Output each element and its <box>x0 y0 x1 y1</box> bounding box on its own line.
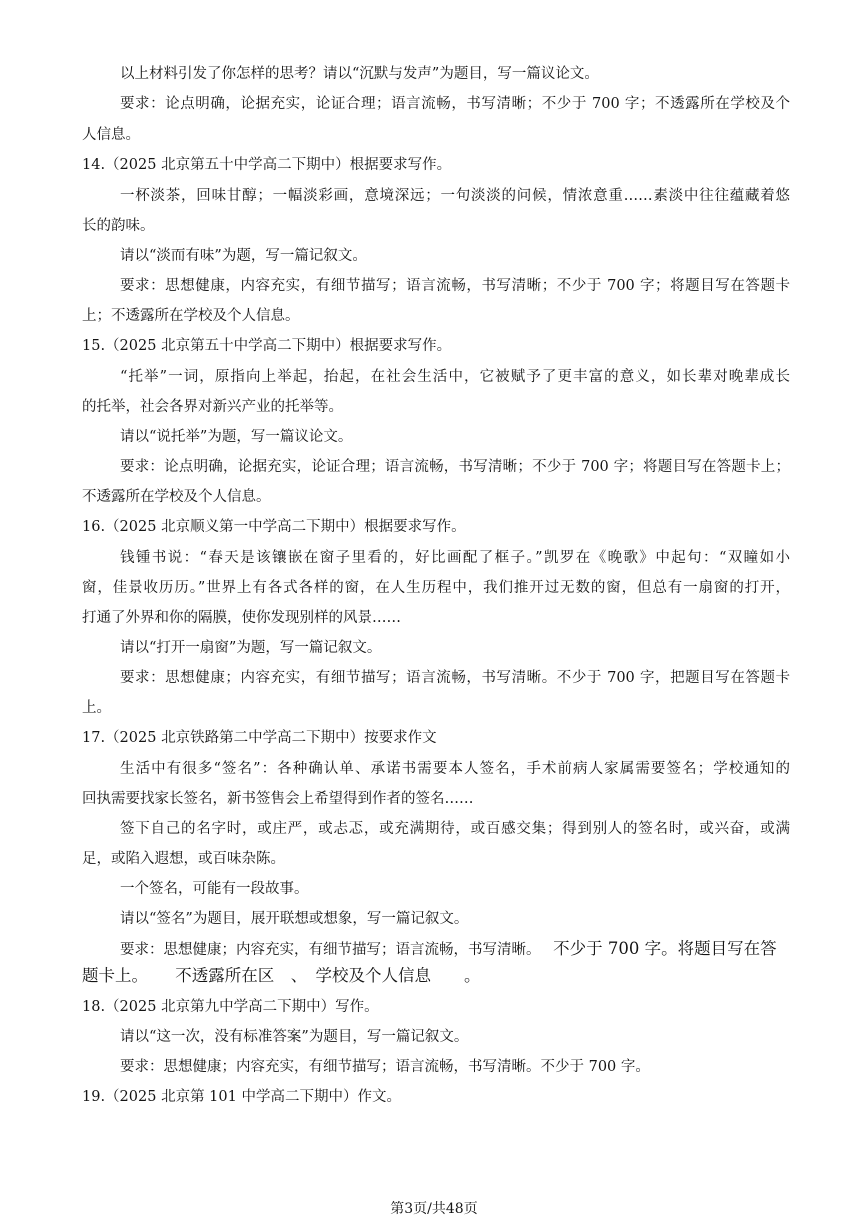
text-line: 足，或陷入遐想，或百味杂陈。 <box>82 851 285 867</box>
text-line: “托举”一词，原指向上举起，抬起，在社会生活中，它被赋予了更丰富的意义，如长辈对晚辈成长 <box>120 369 790 385</box>
text-line: 打通了外界和你的隔膜，使你发现别样的风景…… <box>82 610 401 626</box>
text-line: 请以“淡而有味”为题，写一篇记叙文。 <box>120 248 367 264</box>
text-line: 回执需要找家长签名，新书签售会上希望得到作者的签名…… <box>82 791 474 807</box>
text-line: 要求：思想健康；内容充实，有细节描写；语言流畅，书写清晰。不少于 700 字。 <box>120 1059 650 1075</box>
requirement-text: 要求：思想健康；内容充实，有细节描写；语言流畅，书写清晰。 <box>120 942 541 958</box>
question-heading: 14.（2025 北京第五十中学高二下期中）根据要求写作。 <box>82 157 452 173</box>
requirement-text-large: 不透露所在区 、 学校及个人信息 。 <box>175 966 481 985</box>
text-line: 请以“这一次，没有标准答案”为题目，写一篇记叙文。 <box>120 1029 469 1045</box>
page-number: 第3页/共48页 <box>390 1201 478 1217</box>
text-line: 以上材料引发了你怎样的思考？请以“沉默与发声”为题目，写一篇议论文。 <box>120 66 599 82</box>
text-line: 签下自己的名字时，或庄严，或忐忑，或充满期待，或百感交集；得到别人的签名时，或兴奋，或满 <box>120 821 790 837</box>
text-line: 要求：思想健康，内容充实，有细节描写；语言流畅，书写清晰；不少于 700 字；将题目写在答题卡 <box>120 278 790 294</box>
text-line: 人信息。 <box>82 127 140 143</box>
question-heading: 19.（2025 北京第 101 中学高二下期中）作文。 <box>82 1089 401 1105</box>
requirement-text-large: 题卡上。 <box>82 966 148 985</box>
text-line: 不透露所在学校及个人信息。 <box>82 489 271 505</box>
question-heading: 16.（2025 北京顺义第一中学高二下期中）根据要求写作。 <box>82 519 466 535</box>
text-line: 窗，佳景收历历。”世界上有各式各样的窗，在人生历程中，我们推开过无数的窗，但总有一扇窗的打开， <box>82 580 790 596</box>
question-heading: 18.（2025 北京第九中学高二下期中）写作。 <box>82 999 379 1015</box>
text-line: 上。 <box>82 700 111 716</box>
text-line: 一杯淡茶，回味甘醇；一幅淡彩画，意境深远；一句淡淡的问候，情浓意重……素淡中往往蕴藏着悠 <box>120 188 790 204</box>
text-line: 生活中有很多“签名”：各种确认单、承诺书需要本人签名，手术前病人家属需要签名；学校通知的 <box>120 761 790 777</box>
question-heading: 15.（2025 北京第五十中学高二下期中）根据要求写作。 <box>82 338 452 354</box>
text-line: 上；不透露所在学校及个人信息。 <box>82 308 300 324</box>
text-line: 要求：思想健康；内容充实，有细节描写；语言流畅，书写清晰。不少于 700 字，把题目写在答题卡 <box>120 670 790 686</box>
text-line: 钱锺书说：“春天是该镶嵌在窗子里看的，好比画配了框子。”凯罗在《晚歌》中起句：“双瞳如小 <box>120 550 790 566</box>
text-line <box>82 966 868 986</box>
question-heading: 17.（2025 北京铁路第二中学高二下期中）按要求作文 <box>82 730 437 746</box>
text-line: 的托举，社会各界对新兴产业的托举等。 <box>82 399 343 415</box>
text-line: 要求：论点明确，论据充实，论证合理；语言流畅，书写清晰；不少于 700 字；将题目写在答题卡上； <box>120 459 790 475</box>
text-line: 请以“打开一扇窗”为题，写一篇记叙文。 <box>120 640 382 656</box>
requirement-text-large: 不少于 700 字。将题目写在答 <box>553 939 777 958</box>
text-line: 长的韵味。 <box>82 218 155 234</box>
text-line <box>120 939 868 960</box>
text-line: 请以“签名”为题目，展开联想或想象，写一篇记叙文。 <box>120 911 469 927</box>
text-line: 一个签名，可能有一段故事。 <box>120 881 309 897</box>
text-line: 要求：论点明确，论据充实，论证合理；语言流畅，书写清晰；不少于 700 字；不透露所在学校及个 <box>120 96 790 112</box>
text-line: 请以“说托举”为题，写一篇议论文。 <box>120 429 353 445</box>
